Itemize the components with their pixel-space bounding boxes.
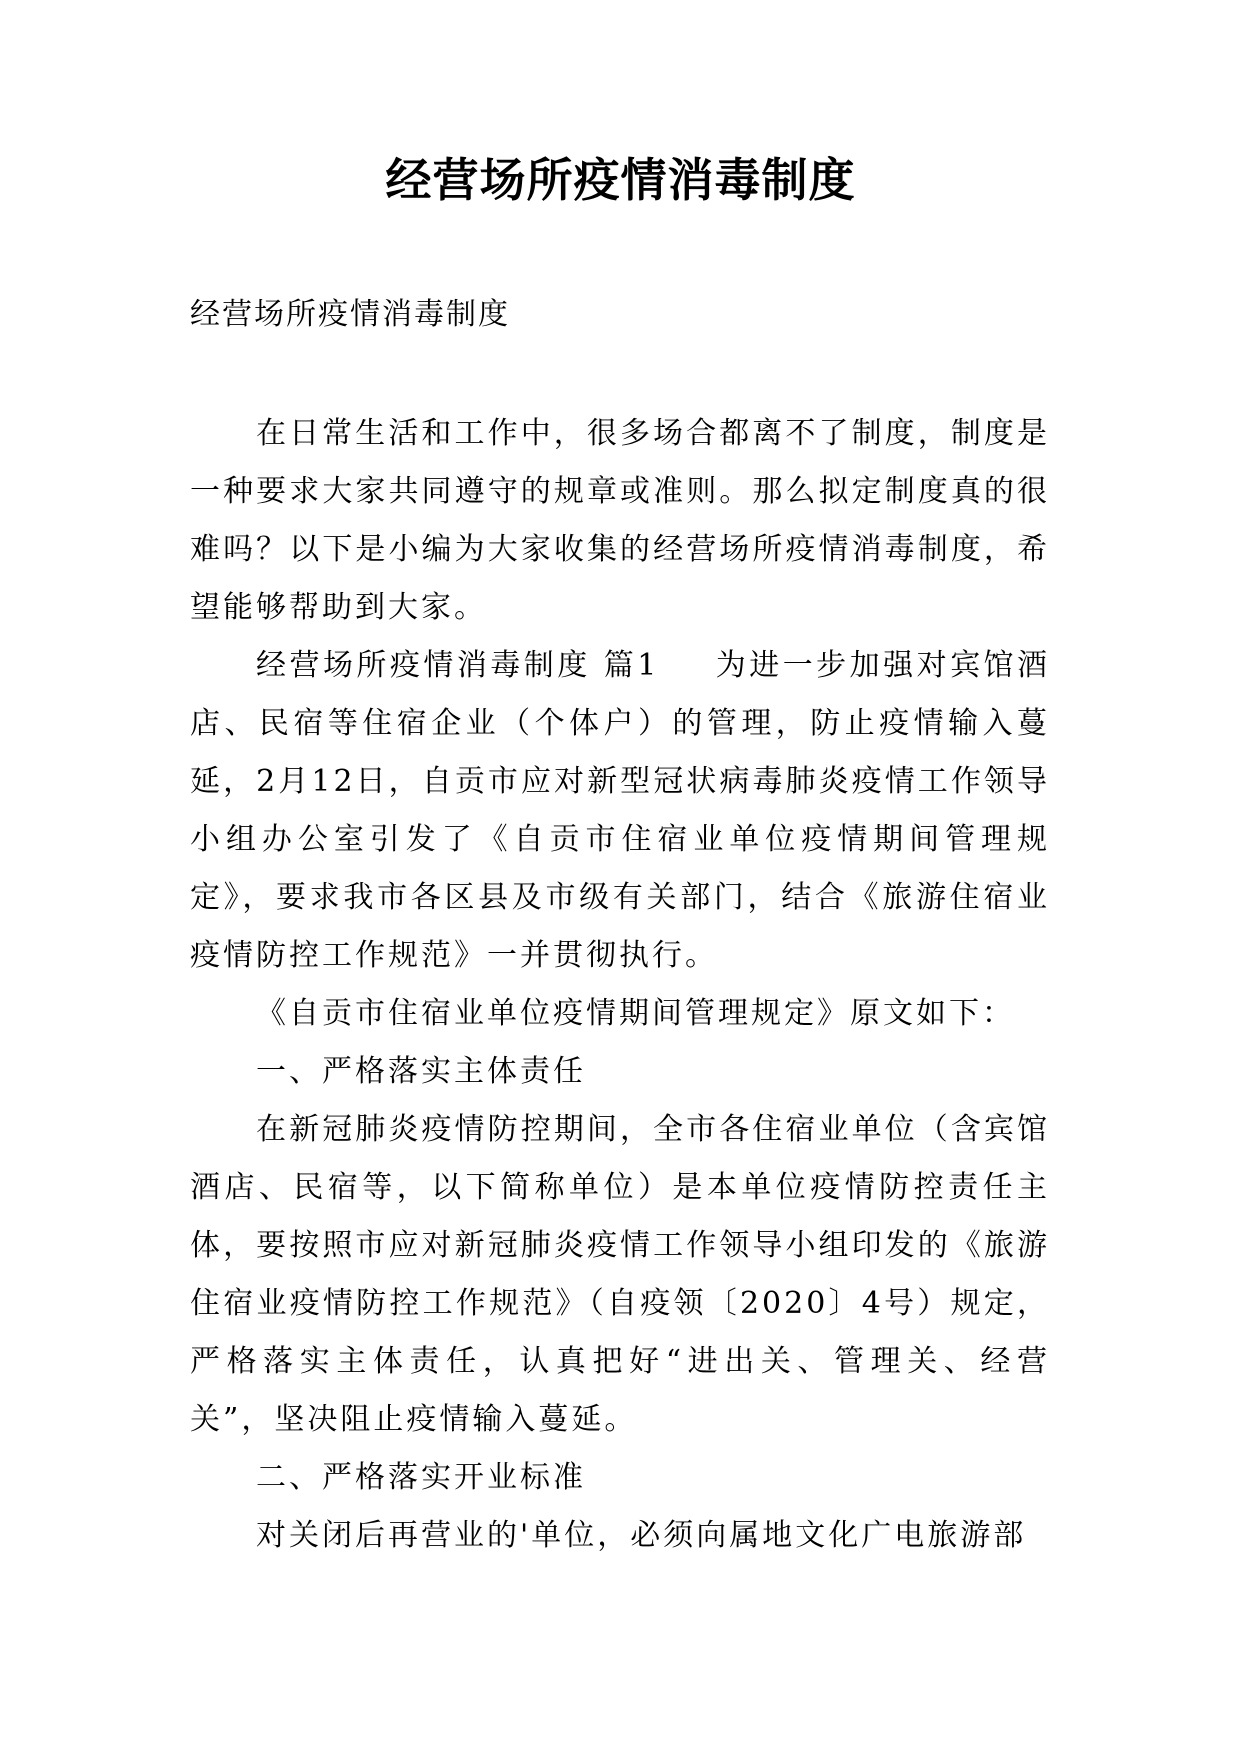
regulation-intro: 《自贡市住宿业单位疫情期间管理规定》原文如下： [256, 996, 1015, 1031]
document-subtitle: 经营场所疫情消毒制度 [190, 297, 510, 332]
section-paragraph [190, 637, 1050, 985]
section-label: 经营场所疫情消毒制度 篇1 [256, 648, 660, 683]
paragraph-one: 在新冠肺炎疫情防控期间，全市各住宿业单位（含宾馆酒店、民宿等，以下简称单位）是本单位疫情防控责任主体，要按照市应对新冠肺炎疫情工作领导小组印发的《旅游住宿业疫情防控工作规范》（自疫领〔2020〕4号）规定，严格落实主体责任，认真把好“进出关、管理关、经营关”，坚决阻止疫情输入蔓延。 [190, 1112, 1050, 1437]
heading-two: 二、严格落实开业标准 [256, 1460, 586, 1495]
document-title: 经营场所疫情消毒制度 [385, 153, 856, 207]
section-text: 为进一步加强对宾馆酒店、民宿等住宿企业（个体户）的管理，防止疫情输入蔓延，2月12日，自贡市应对新型冠状病毒肺炎疫情工作领导小组办公室引发了《自贡市住宿业单位疫情期间管理规定》，要求我市各区县及市级有关部门，结合《旅游住宿业疫情防控工作规范》一并贯彻执行。 [190, 648, 1051, 973]
document-body [190, 405, 1050, 1565]
heading-one: 一、严格落实主体责任 [256, 1054, 586, 1089]
paragraph-two: 对关闭后再营业的'单位，必须向属地文化广电旅游部 [256, 1518, 1027, 1553]
intro-paragraph: 在日常生活和工作中，很多场合都离不了制度，制度是一种要求大家共同遵守的规章或准则。那么拟定制度真的很难吗？以下是小编为大家收集的经营场所疫情消毒制度，希望能够帮助到大家。 [190, 416, 1050, 625]
